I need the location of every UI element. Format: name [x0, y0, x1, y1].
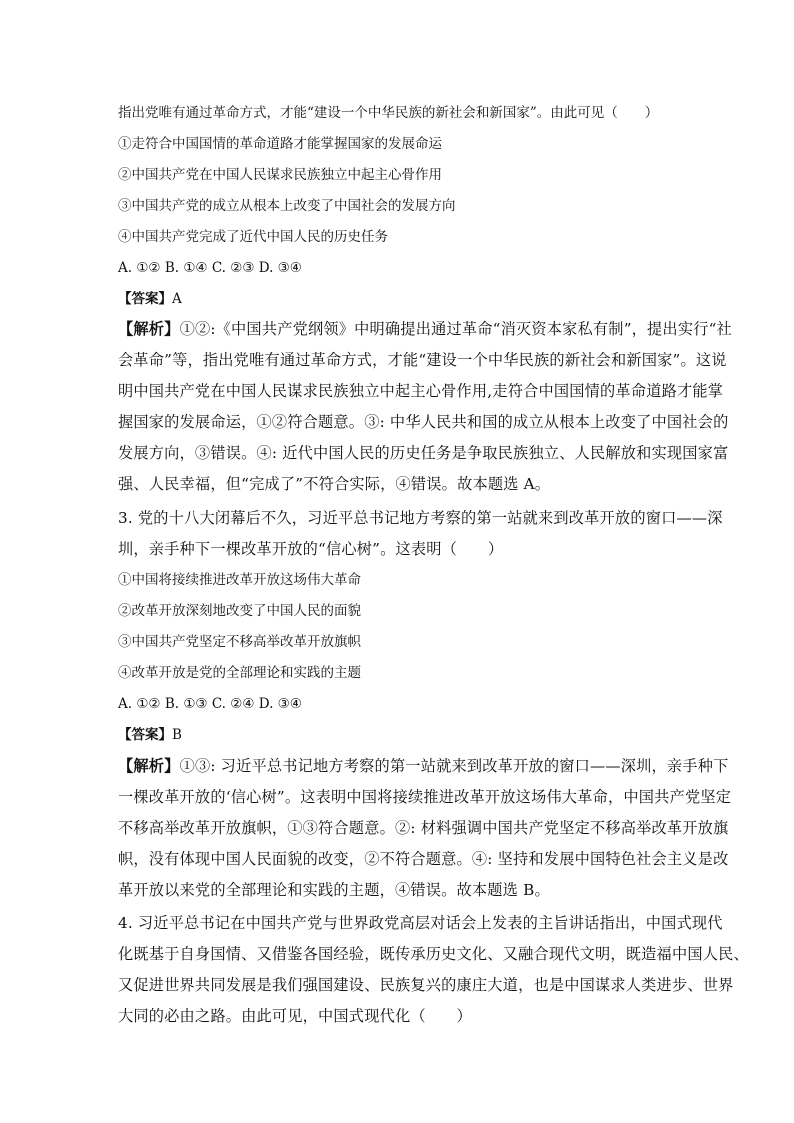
question-2-analysis-line-2: 会革命”等，指出党唯有通过革命方式，才能“建设一个中华民族的新社会和新国家”。这说: [118, 351, 727, 369]
answer-value: A: [172, 291, 182, 307]
question-2-analysis-line-5: 发展方向，③错误。④: 近代中国人民的历史任务是争取民族独立、人民解放和实现国家富: [118, 444, 729, 462]
analysis-label: 【解析】: [118, 320, 180, 338]
question-2-stem-end: 指出党唯有通过革命方式，才能“建设一个中华民族的新社会和新国家”。由此可见（ ）: [118, 105, 659, 121]
analysis-text: ①③: 习近平总书记地方考察的第一站就来到改革开放的窗口——深圳，亲手种下: [179, 757, 729, 775]
question-4-stem-line-3: 又促进世界共同发展是我们强国建设、民族复兴的康庄大道，也是中国谋求人类进步、世界: [118, 976, 734, 994]
question-2-option-4: ④中国共产党完成了近代中国人民的历史任务: [118, 229, 388, 245]
question-3-option-1: ①中国将接续推进改革开放这场伟大革命: [118, 572, 361, 588]
answer-label: 【答案】: [118, 727, 172, 743]
analysis-label: 【解析】: [118, 757, 180, 775]
analysis-text: ①②:《中国共产党纲领》中明确提出通过革命“消灭资本家私有制”，提出实行“社: [179, 320, 732, 338]
question-3-choices: A. ①② B. ①③ C. ②④ D. ③④: [118, 696, 302, 712]
answer-value: B: [172, 727, 182, 743]
question-3-analysis-line-3: 不移高举改革开放旗帜，①③符合题意。②: 材料强调中国共产党坚定不移高举改革开放旗: [118, 819, 729, 837]
question-2-choices: A. ①② B. ①④ C. ②③ D. ③④: [118, 260, 302, 276]
question-3-option-4: ④改革开放是党的全部理论和实践的主题: [118, 665, 361, 681]
question-3-analysis-line-4: 帜，没有体现中国人民面貌的改变，②不符合题意。④: 坚持和发展中国特色社会主义是改: [118, 850, 729, 868]
question-3-analysis-line-1: [118, 757, 729, 775]
question-2-option-2: ②中国共产党在中国人民谋求民族独立中起主心骨作用: [118, 167, 442, 183]
question-3-stem-line-1: 3. 党的十八大闭幕后不久，习近平总书记地方考察的第一站就来到改革开放的窗口——深: [118, 509, 723, 527]
question-2-analysis-line-1: [118, 320, 732, 338]
question-2-analysis-line-6: 强、人民幸福，但“完成了”不符合实际，④错误。故本题选 A。: [118, 475, 551, 493]
question-4-stem-line-4: 大同的必由之路。由此可见，中国式现代化（ ）: [118, 1007, 472, 1025]
question-3-analysis-line-2: 一棵改革开放的‘信心树”。这表明中国将接续推进改革开放这场伟大革命，中国共产党坚定: [118, 788, 732, 806]
question-2-option-3: ③中国共产党的成立从根本上改变了中国社会的发展方向: [118, 198, 456, 214]
question-4-stem-line-2: 化既基于自身国情、又借鉴各国经验，既传承历史文化、又融合现代文明，既造福中国人民、: [118, 945, 749, 963]
question-2-answer: [118, 290, 678, 308]
question-3-answer: [118, 726, 678, 744]
question-3-analysis-line-5: 革开放以来党的全部理论和实践的主题，④错误。故本题选 B。: [118, 881, 550, 899]
question-3-stem-line-2: 圳，亲手种下一棵改革开放的“信心树”。这表明（ ）: [118, 540, 504, 558]
question-3-option-3: ③中国共产党坚定不移高举改革开放旗帜: [118, 634, 361, 650]
question-2-analysis-line-4: 握国家的发展命运，①②符合题意。③: 中华人民共和国的成立从根本上改变了中国社会的: [118, 413, 729, 431]
answer-label: 【答案】: [118, 291, 172, 307]
question-3-option-2: ②改革开放深刻地改变了中国人民的面貌: [118, 603, 361, 619]
question-4-stem-line-1: 4. 习近平总书记在中国共产党与世界政党高层对话会上发表的主旨讲话指出，中国式现代: [118, 914, 723, 932]
question-2-option-1: ①走符合中国国情的革命道路才能掌握国家的发展命运: [118, 136, 442, 152]
question-2-analysis-line-3: 明中国共产党在中国人民谋求民族独立中起主心骨作用,走符合中国国情的革命道路才能掌: [118, 382, 724, 400]
